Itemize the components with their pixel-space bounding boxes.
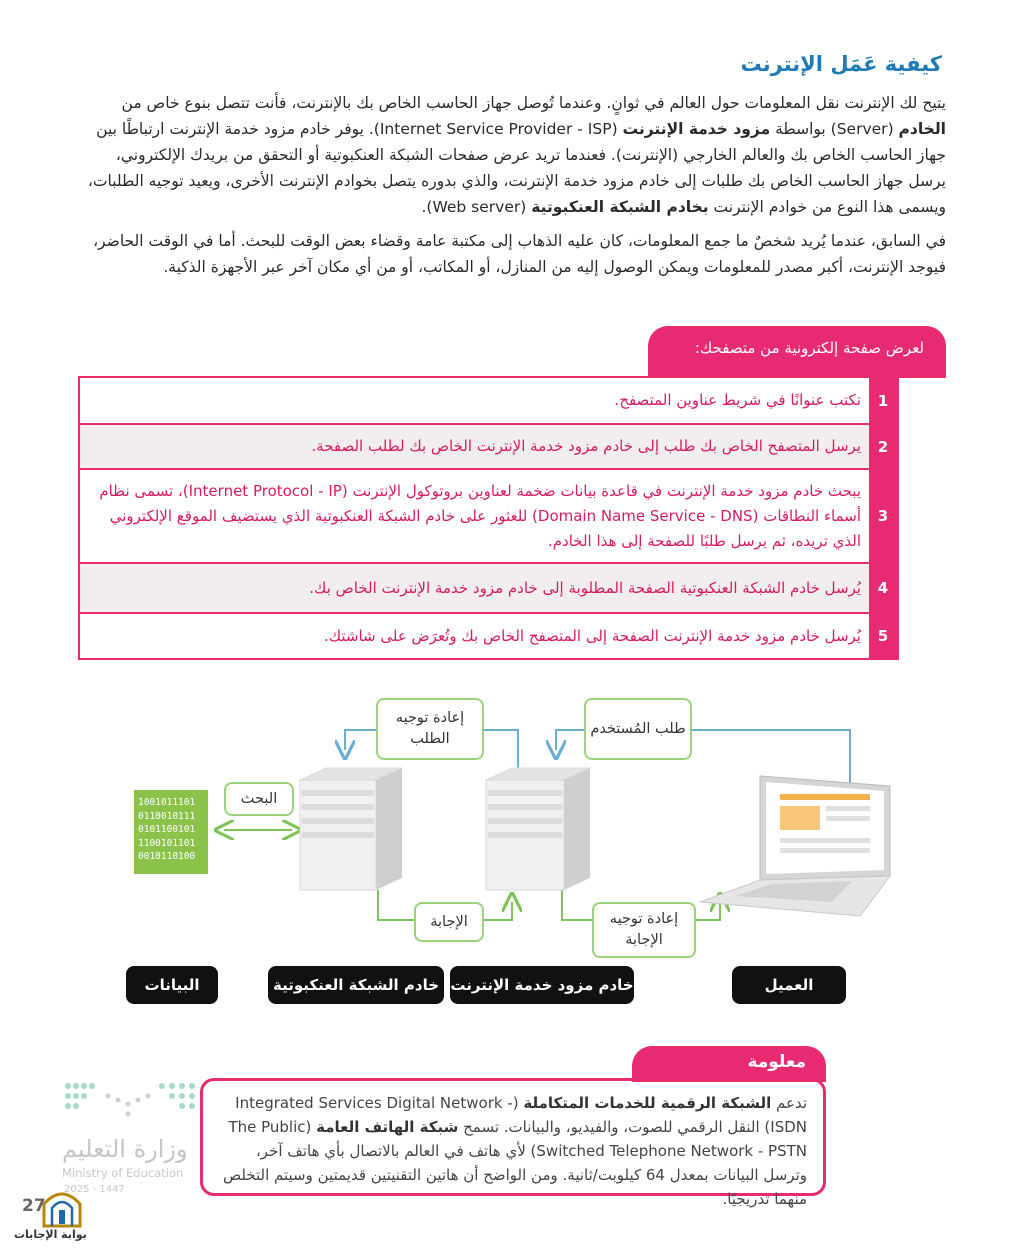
ministry-year: 2025 - 1447 <box>64 1184 125 1195</box>
ministry-name-ar: وزارة التعليم <box>62 1135 188 1163</box>
redirect-request-label: إعادة توجيه الطلب <box>376 698 484 760</box>
isp-server-label: خادم مزود خدمة الإنترنت <box>450 966 634 1004</box>
step-text: يرسل المتصفح الخاص بك طلب إلى خادم مزود خدمة الإنترنت الخاص بك لطلب الصفحة. <box>311 437 861 455</box>
binary-line: 0010110100 <box>138 851 196 862</box>
step-row <box>80 468 897 562</box>
redirect-response-label: إعادة توجيه الإجابة <box>592 902 696 958</box>
binary-line: 0101100101 <box>138 824 196 835</box>
binary-line: 1100101101 <box>138 837 196 849</box>
laptop-icon <box>700 776 890 916</box>
step-number: 2 <box>869 425 897 468</box>
intro-term: الخادم <box>898 120 946 138</box>
step-text: تكتب عنوانًا في شريط عناوين المتصفح. <box>614 391 861 409</box>
intro-text: (Web server). <box>421 198 532 216</box>
portal-name: بوابة الإجابات <box>14 1228 87 1241</box>
user-request-label: طلب المُستخدم <box>584 698 692 760</box>
steps-heading: لعرض صفحة إلكترونية من متصفحك: <box>648 326 946 378</box>
search-label: البحث <box>224 782 294 816</box>
info-text: (The Public Switched Telephone Network - PSTN) لأي هاتف في العالم بالاتصال بأي هاتف آخر، وترسل البيانات بمعدل 64 كيلوبت/ثانية. ومن الواضح أن هاتين التقنيتين قديمتين وسيتم التخلص منهما تدريجيًا. <box>222 1118 807 1208</box>
intro-term: بخادم الشبكة العنكبوتية <box>531 198 709 216</box>
web-server-icon <box>300 768 402 890</box>
step-number: 3 <box>869 470 897 562</box>
step-row <box>80 612 897 658</box>
info-text: تدعم <box>771 1094 807 1112</box>
info-heading: معلومة <box>632 1046 826 1082</box>
info-term: الشبكة الرقمية للخدمات المتكاملة <box>523 1094 772 1112</box>
page-number: 27 <box>22 1196 46 1216</box>
step-row <box>80 423 897 468</box>
step-number: 5 <box>869 614 897 658</box>
step-number: 1 <box>869 378 897 423</box>
web-server-label: خادم الشبكة العنكبوتية <box>268 966 444 1004</box>
data-label: البيانات <box>126 966 218 1004</box>
ministry-name-en: Ministry of Education <box>62 1166 184 1180</box>
binary-line: 1001011101 <box>138 797 196 808</box>
internet-diagram <box>0 690 1034 1010</box>
isp-server-icon <box>486 768 590 890</box>
binary-line: 0110010111 <box>138 810 196 822</box>
portal-logo-icon <box>40 1188 84 1228</box>
step-row <box>80 562 897 612</box>
info-term: شبكة الهاتف العامة <box>316 1118 459 1136</box>
binary-data <box>138 796 206 864</box>
intro-text: (Server) بواسطة <box>770 120 899 138</box>
step-number: 4 <box>869 564 897 612</box>
section-title: كيفية عَمَل الإنترنت <box>740 52 942 76</box>
client-label: العميل <box>732 966 846 1004</box>
response-label: الإجابة <box>414 902 484 942</box>
intro-term: مزود خدمة الإنترنت <box>622 120 771 138</box>
step-text: يُرسل خادم مزود خدمة الإنترنت الصفحة إلى المتصفح الخاص بك وتُعرَض على شاشتك. <box>323 626 861 645</box>
intro-text: (Internet Service Provider - ISP). يوفر خادم مزود خدمة الإنترنت ارتباطًا بين جهاز الحاسب الخاص بك والعالم الخارجي (الإنترنت). فعندما تريد عرض صفحات الشبكة العنكبوتية أو التحقق من بريدك الإلكتروني، يرسل جهاز الحاسب الخاص بك طلبات إلى خادم مزود خدمة الإنترنت، والذي بدوره يتصل بخوادم الإنترنت الأخرى، ويعيد توجيه الطلبات، ويسمى هذا النوع من خوادم الإنترنت <box>87 120 946 216</box>
intro-paragraph <box>86 90 946 220</box>
step-text: يبحث خادم مزود خدمة الإنترنت في قاعدة بيانات ضخمة لعناوين بروتوكول الإنترنت (Internet Protocol - IP)، تسمى نظام أسماء النطاقات (Domain Name Service - DNS) للعثور على خادم الشبكة العنكبوتية الذي يستضيف الموقع الإلكتروني الذي تريده، ثم يرسل طلبًا للصفحة إلى هذا الخادم. <box>99 481 861 550</box>
info-box <box>200 1078 826 1208</box>
history-paragraph: في السابق، عندما يُريد شخصٌ ما جمع المعلومات، كان عليه الذهاب إلى مكتبة عامة وقضاء بعض الوقت للبحث. أما في الوقت الحاضر، فيوجد الإنترنت، أكبر مصدر للمعلومات ويمكن الوصول إليه من المنازل، أو المكاتب، أو من أي مكان آخر عبر الأجهزة الذكية. <box>93 232 946 276</box>
step-text: يُرسل خادم الشبكة العنكبوتية الصفحة المطلوبة إلى خادم مزود خدمة الإنترنت الخاص بك. <box>309 578 861 597</box>
steps-table <box>78 376 899 660</box>
ministry-logo-icon <box>62 1080 198 1128</box>
intro-text: يتيح لك الإنترنت نقل المعلومات حول العالم في ثوانٍ. وعندما تُوصل جهاز الحاسب الخاص بك بالإنترنت، فأنت تتصل بنوع خاص من <box>121 94 946 112</box>
info-text: (Integrated Services Digital Network - ISDN) النقل الرقمي للصوت، والفيديو، والبيانات. تسمح <box>235 1094 807 1136</box>
step-row <box>80 378 897 423</box>
